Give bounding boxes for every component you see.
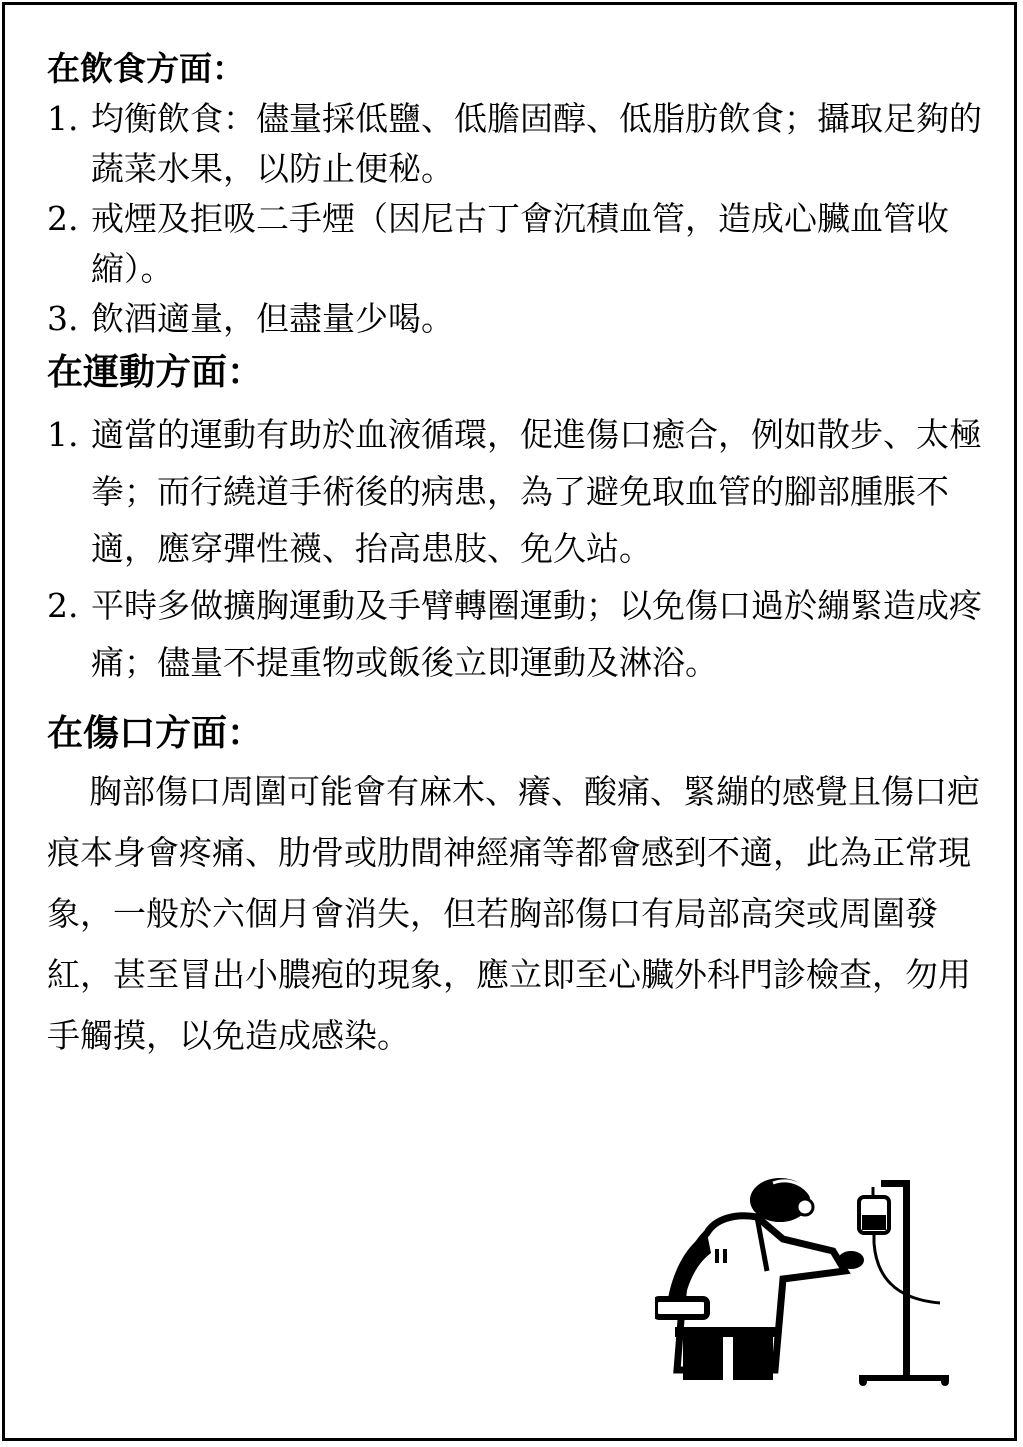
diet-heading: 在飲食方面： — [47, 49, 245, 88]
diet-section — [47, 44, 999, 344]
exercise-section — [47, 344, 999, 691]
list-item — [47, 406, 999, 577]
exercise-heading: 在運動方面： — [47, 351, 264, 393]
list-item — [47, 194, 999, 294]
list-item — [47, 94, 999, 194]
list-number: 1. — [47, 99, 79, 138]
list-item — [47, 577, 999, 691]
list-text: 飲酒適量，但盡量少喝。 — [91, 299, 454, 338]
document-body — [47, 44, 999, 1066]
list-number: 2. — [47, 199, 79, 238]
wound-heading: 在傷口方面： — [47, 712, 264, 754]
list-text: 均衡飲食：儘量採低鹽、低膽固醇、低脂肪飲食；攝取足夠的蔬菜水果，以防止便秘。 — [91, 99, 982, 188]
wound-paragraph: 胸部傷口周圍可能會有麻木、癢、酸痛、緊繃的感覺且傷口疤痕本身會疼痛、肋骨或肋間神經痛等都會感到不適，此為正常現象，一般於六個月會消失，但若胸部傷口有局部高突或周圍發紅，甚至冒出小膿疱的現象，應立即至心臟外科門診檢查，勿用手觸摸，以免造成感染。 — [47, 772, 980, 1055]
list-text: 適當的運動有助於血液循環，促進傷口癒合，例如散步、太極拳；而行繞道手術後的病患，為了避免取血管的腳部腫脹不適，應穿彈性襪、抬高患肢、免久站。 — [91, 415, 982, 568]
wound-section — [47, 691, 999, 1066]
list-number: 1. — [47, 415, 79, 454]
list-number: 3. — [47, 299, 79, 338]
doctor-with-iv-stand-icon — [655, 1175, 955, 1390]
list-number: 2. — [47, 586, 79, 625]
list-item — [47, 294, 999, 344]
list-text: 戒煙及拒吸二手煙（因尼古丁會沉積血管，造成心臟血管收縮）。 — [91, 199, 949, 288]
list-text: 平時多做擴胸運動及手臂轉圈運動；以免傷口過於繃緊造成疼痛；儘量不提重物或飯後立即運動及淋浴。 — [91, 586, 982, 682]
